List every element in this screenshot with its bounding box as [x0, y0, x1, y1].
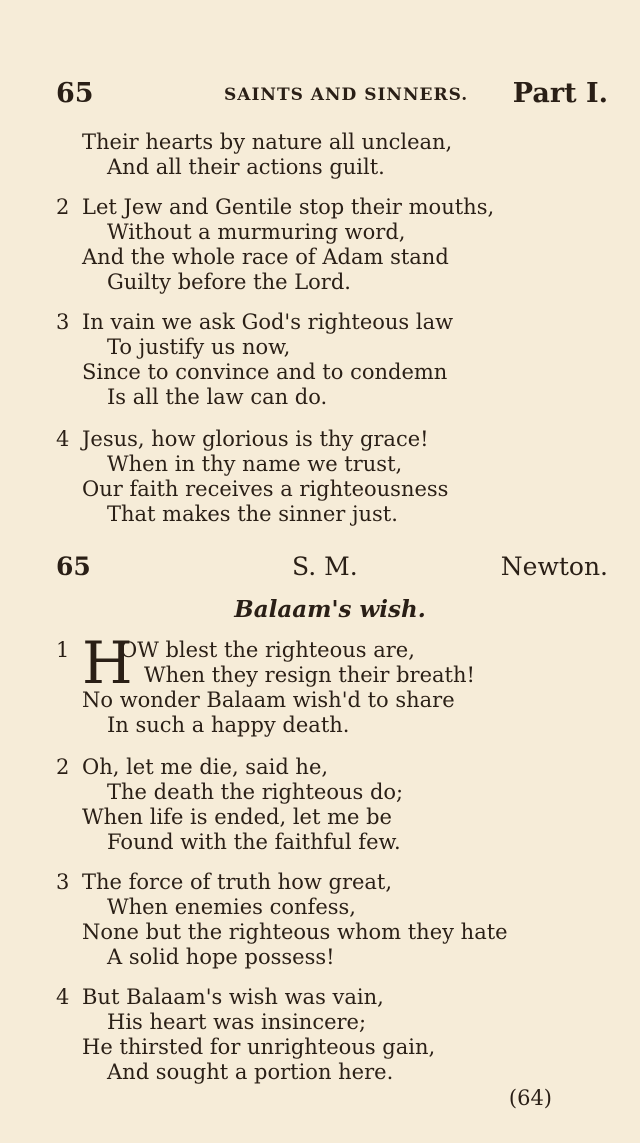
- verse-line: A solid hope possess!: [107, 945, 335, 969]
- stanza: [56, 755, 616, 855]
- verse-line: 1 OW blest the righteous are,: [56, 638, 415, 662]
- verse-line: 2 Let Jew and Gentile stop their mouths,: [56, 195, 495, 219]
- stanza: [56, 427, 616, 527]
- verse-line: Found with the faithful few.: [107, 830, 401, 854]
- verse-line: And the whole race of Adam stand: [82, 245, 449, 269]
- verse-line: 2 Oh, let me die, said he,: [56, 755, 329, 779]
- stanza-number: 2: [56, 195, 70, 219]
- stanza: [56, 629, 616, 738]
- part-label: Part I.: [512, 78, 608, 109]
- verse-line: 4 But Balaam's wish was vain,: [56, 985, 384, 1009]
- verse-line: When enemies confess,: [107, 895, 356, 919]
- stanza: [56, 310, 616, 410]
- stanza-number: 3: [56, 870, 70, 894]
- verse-line: The death the righteous do;: [107, 780, 404, 804]
- verse-line: Without a murmuring word,: [107, 220, 406, 244]
- signature-mark: (64): [508, 1086, 552, 1110]
- stanza: [56, 195, 616, 295]
- verse-line: 3 In vain we ask God's righteous law: [56, 310, 454, 334]
- verse-line: His heart was insincere;: [107, 1010, 367, 1034]
- verse-line: And sought a portion here.: [107, 1060, 394, 1084]
- verse-line: 3 The force of truth how great,: [56, 870, 393, 894]
- verse-line: And all their actions guilt.: [107, 155, 385, 179]
- verse-line: No wonder Balaam wish'd to share: [82, 688, 455, 712]
- stanza-number: 3: [56, 310, 70, 334]
- verse-line: Is all the law can do.: [107, 385, 328, 409]
- verse-line: When life is ended, let me be: [82, 805, 392, 829]
- verse-line: Our faith receives a righteousness: [82, 477, 449, 501]
- running-header: [56, 78, 608, 114]
- stanza-number: 4: [56, 985, 70, 1009]
- verse-line: When they resign their breath!: [144, 663, 475, 687]
- verse-line: Since to convince and to condemn: [82, 360, 448, 384]
- stanza-number: 4: [56, 427, 70, 451]
- carryover-stanza: [56, 130, 616, 180]
- verse-line: None but the righteous whom they hate: [82, 920, 508, 944]
- verse-line: When in thy name we trust,: [107, 452, 403, 476]
- stanza-number: 1: [56, 638, 70, 662]
- running-title: SAINTS AND SINNERS.: [224, 85, 469, 105]
- verse-line: Guilty before the Lord.: [107, 270, 351, 294]
- verse-line: In such a happy death.: [107, 713, 350, 737]
- drop-cap: H: [82, 629, 133, 697]
- stanza: [56, 985, 616, 1085]
- stanza-number: 2: [56, 755, 70, 779]
- hymn-tune: Newton.: [500, 552, 608, 581]
- stanza: [56, 870, 616, 970]
- page-number: 65: [56, 78, 94, 109]
- verse-line: He thirsted for unrighteous gain,: [82, 1035, 436, 1059]
- verse-line: 4 Jesus, how glorious is thy grace!: [56, 427, 429, 451]
- hymn-meter: S. M.: [292, 552, 358, 581]
- verse-line: That makes the sinner just.: [107, 502, 398, 526]
- hymn-title: Balaam's wish.: [234, 596, 426, 623]
- hymn-number: 65: [56, 552, 91, 581]
- verse-line: To justify us now,: [107, 335, 291, 359]
- verse-line: Their hearts by nature all unclean,: [82, 130, 453, 154]
- hymn-heading: [56, 552, 608, 584]
